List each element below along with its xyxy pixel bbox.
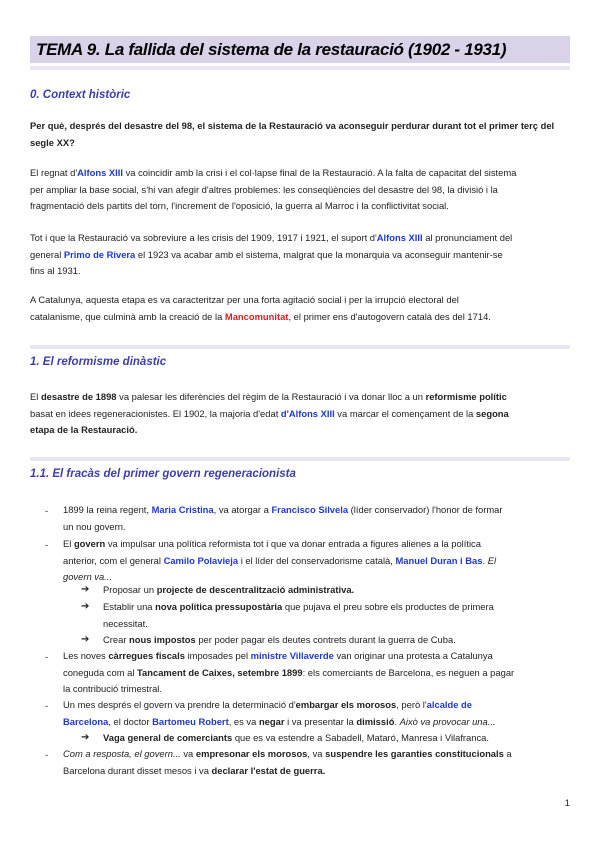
link-alcalde-de-barcelona[interactable]: Barcelona — [63, 715, 109, 727]
link-francisco-silvela[interactable]: Francisco Silvela — [271, 504, 349, 515]
dash-bullet-icon: - — [45, 749, 49, 760]
link-alfons-xiii[interactable]: d'Alfons XIII — [280, 407, 335, 419]
section-heading-fracas: 1.1. El fracàs del primer govern regeneracionista — [30, 468, 296, 480]
link-camilo-polavieja[interactable]: Camilo Polavieja — [163, 554, 239, 566]
list-item: Un mes després el govern va prendre la determinació d'embargar els morosos, però l'alcalde de Barcelona, el doctor Bartomeu Robert, es va negar i va presentar la dimissió. Això va provocar una... — [63, 699, 496, 727]
link-ministre-villaverde[interactable]: ministre Villaverde — [250, 650, 334, 661]
link-manuel-duran-i-bas[interactable]: Manuel Duran i Bas — [395, 554, 483, 566]
divider — [30, 345, 570, 349]
context-paragraph-3: A Catalunya, aquesta etapa es va caracteritzar per una forta agitació social i per la irrupció electoral del catalanisme, que culminà amb la creació de la Mancomunitat, el primer ens d'autogovern català des del 1714. — [30, 294, 491, 322]
list-item: Com a resposta, el govern... va empresonar els morosos, va suspendre les garanties constitucionals a Barcelona durant disset mesos i va declarar l'estat de guerra. — [63, 748, 512, 776]
link-bartomeu-robert[interactable]: Bartomeu Robert — [152, 715, 229, 727]
list-item: 1899 la reina regent, Maria Cristina, va atorgar a Francisco Silvela (líder conservador) l'honor de formar un nou govern. — [63, 504, 503, 532]
title-bar — [30, 36, 570, 63]
dash-bullet-icon: - — [45, 505, 49, 516]
sub-list-item: Crear nous impostos per poder pagar els deutes contrets durant la guerra de Cuba. — [103, 634, 456, 645]
divider — [30, 66, 570, 70]
section-heading-context: 0. Context històric — [30, 89, 131, 101]
dash-bullet-icon: - — [45, 700, 49, 711]
dash-bullet-icon: - — [45, 651, 49, 662]
sub-list-item: Proposar un projecte de descentralització administrativa. — [103, 584, 355, 595]
arrow-icon: ➔ — [81, 584, 90, 595]
context-paragraph-2: Tot i que la Restauració va sobreviure a les crisis del 1909, 1917 i 1921, el suport d'Alfons XIII al pronunciament del general Primo de Rivera el 1923 va acabar amb el sistema, malgrat que la monarquia va aconseguir mantenir-se fins al 1931. — [30, 232, 513, 276]
context-paragraph-1: El regnat d'Alfons XIII va coincidir amb la crisi i el col·lapse final de la Restauració. A la falta de capacitat del sistema per ampliar la base social, s'hi van afegir d'altres problemes: les conseqüències del desastre del 98, la divisió i la fragmentació dels partits del torn, l'increment de l'oposició, la guerra al Marroc i la conflictivitat social. — [30, 167, 517, 211]
link-alfons-xiii[interactable]: Alfons XIII — [77, 167, 123, 178]
sub-list-item: Vaga general de comerciants que es va estendre a Sabadell, Mataró, Manresa i Vilafranca. — [103, 732, 489, 743]
link-alfons-xiii[interactable]: Alfons XIII — [376, 232, 423, 243]
question-paragraph: Per què, després del desastre del 98, el sistema de la Restauració va aconseguir perdurar durant tot el primer terç del segle XX? — [30, 120, 555, 148]
arrow-icon: ➔ — [81, 634, 90, 645]
link-maria-cristina[interactable]: Maria Cristina — [151, 504, 214, 515]
link-primo-de-rivera[interactable]: Primo de Rivera — [63, 248, 136, 260]
sub-list-item: Establir una nova política pressupostària que pujava el preu sobre els productes de primera necessitat. — [103, 601, 494, 629]
highlight-mancomunitat: Mancomunitat — [224, 310, 289, 322]
reformisme-paragraph: El desastre de 1898 va palesar les diferències del règim de la Restauració i va donar lloc a un reformisme polític basat en idees regeneracionistes. El 1902, la majoria d'edat d'Alfons XIII va marcar el començament de la segona etapa de la Restauració. — [30, 391, 509, 435]
arrow-icon: ➔ — [81, 601, 90, 612]
page-title: TEMA 9. La fallida del sistema de la restauració (1902 - 1931) — [36, 39, 507, 59]
link-alcalde-de-barcelona[interactable]: alcalde de — [426, 699, 472, 710]
list-item: Les noves càrregues fiscals imposades pel ministre Villaverde van originar una protesta a Catalunya coneguda com al Tancament de Caixes, setembre 1899: els comerciants de Barcelona, es neguen a pagar la contribució trimestral. — [63, 650, 515, 694]
divider — [30, 457, 570, 461]
list-item: El govern va impulsar una política reformista tot i que va donar entrada a figures alienes a la política anterior, com el general Camilo Polavieja i el líder del conservadorisme català, Manuel Duran i Bas. El govern va... — [63, 538, 497, 582]
page-number: 1 — [564, 798, 570, 809]
arrow-icon: ➔ — [81, 732, 90, 743]
dash-bullet-icon: - — [45, 539, 49, 550]
section-heading-reformisme: 1. El reformisme dinàstic — [30, 356, 167, 368]
